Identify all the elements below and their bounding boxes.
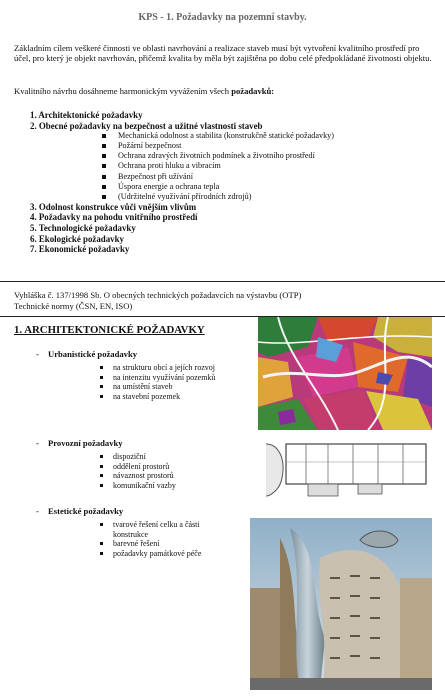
- list-item: na stavební pozemek: [100, 392, 246, 402]
- bullet-icon: [100, 523, 103, 526]
- bullet-icon: [102, 195, 106, 199]
- bullet-icon: [100, 474, 103, 477]
- list-item: na strukturu obcí a jejích rozvoj: [100, 363, 246, 373]
- bullet-icon: [100, 465, 103, 468]
- requirement-item: 6. Ekologické požadavky: [30, 233, 124, 244]
- bullet-icon: [102, 144, 106, 148]
- dash-marker: -: [36, 506, 39, 516]
- sub-item: Bezpečnost při užívání: [102, 172, 430, 182]
- urban-group: [36, 349, 246, 401]
- intro-paragraph: Základním cílem veškeré činnosti ve oblasti navrhování a realizace staveb musí být vytvoření kvalitního prostředí pro účel, pro který je objekt navrhován, přičemž kvalita by měla být zajištěna po dobu celé předpokládané životnosti objektu.: [14, 43, 432, 64]
- bullet-icon: [100, 542, 103, 545]
- group-title: - Estetické požadavky: [36, 506, 124, 516]
- list-item: na umístění staveb: [100, 382, 246, 392]
- requirement-item: 1. Architektonické požadavky: [30, 110, 143, 120]
- page-header: KPS - 1. Požadavky na pozemní stavby.: [138, 12, 307, 23]
- list-item: na intenzitu využívání pozemků: [100, 373, 246, 383]
- bullet-icon: [100, 376, 103, 379]
- operational-items: [36, 452, 246, 490]
- intro2-text: Kvalitního návrhu dosáhneme harmonickým vyvážením všech: [14, 86, 232, 96]
- section-title: 1. ARCHITEKTONICKÉ POŽADAVKY: [14, 324, 205, 336]
- requirement-item: 5. Technologické požadavky: [30, 223, 136, 234]
- requirement-item: 4. Požadavky na pohodu vnitřního prostředí: [30, 212, 198, 223]
- list-item: tvarové řešení celku a části konstrukce: [100, 520, 210, 539]
- bullet-icon: [100, 395, 103, 398]
- bullet-icon: [102, 154, 106, 158]
- sub-item: (Udržitelné využívání přírodních zdrojů): [102, 192, 430, 202]
- dash-marker: -: [36, 349, 39, 359]
- sub-item: Úspora energie a ochrana tepla: [102, 182, 430, 192]
- intro2-bold: požadavků:: [231, 86, 275, 96]
- list-item: návaznost prostorů: [100, 471, 246, 481]
- group-title: - Urbanistické požadavky: [36, 349, 138, 359]
- requirement-item: 2. Obecné požadavky na bezpečnost a užitné vlastnosti staveb Mechanická odolnost a stabilita (konstrukčně statické požadavky) Požární bezpečnost Ochrana zdravých životních podmínek a životního prostředí Ochrana proti hluku a vibracím Bezpečnost při užívání Úspora energie a ochrana tepla (Udržitelné využívání přírodních zdrojů): [30, 121, 430, 202]
- sub-item: Ochrana zdravých životních podmínek a životního prostředí: [102, 151, 430, 161]
- floor-plan-image: [258, 438, 432, 500]
- aesthetic-items: [36, 520, 210, 558]
- norms-block: [14, 290, 434, 311]
- operational-group: [36, 438, 246, 490]
- bullet-icon: [102, 134, 106, 138]
- list-item: dispoziční: [100, 452, 246, 462]
- dancing-house-image: [250, 518, 432, 690]
- safety-sublist: [30, 131, 430, 202]
- bullet-icon: [100, 366, 103, 369]
- bullet-icon: [100, 552, 103, 555]
- bullet-icon: [102, 164, 106, 168]
- urban-plan-map-image: [258, 317, 432, 430]
- bullet-icon: [100, 385, 103, 388]
- bullet-icon: [102, 175, 106, 179]
- list-item: barevné řešení: [100, 539, 210, 549]
- intro-paragraph-2: [14, 86, 434, 96]
- list-item: oddělení prostorů: [100, 462, 246, 472]
- bullet-icon: [102, 185, 106, 189]
- divider: [0, 281, 445, 282]
- urban-items: [36, 363, 246, 401]
- sub-item: Požární bezpečnost: [102, 141, 430, 151]
- dash-marker: -: [36, 438, 39, 448]
- list-item: požadavky památkové péče: [100, 549, 210, 559]
- requirement-item: 7. Ekonomické požadavky: [30, 244, 130, 255]
- norms-line: Vyhláška č. 137/1998 Sb. O obecných technických požadavcích na výstavbu (OTP): [14, 290, 302, 300]
- aesthetic-group: [36, 506, 246, 558]
- sub-item: Ochrana proti hluku a vibracím: [102, 161, 430, 171]
- requirements-list: [30, 110, 430, 255]
- bullet-icon: [100, 484, 103, 487]
- group-title: - Provozní požadavky: [36, 438, 123, 448]
- bullet-icon: [100, 455, 103, 458]
- requirement-item: 3. Odolnost konstrukce vůči vnějším vlivům: [30, 201, 197, 212]
- list-item: komunikační vazby: [100, 481, 246, 491]
- norms-line: Technické normy (ČSN, EN, ISO): [14, 300, 133, 311]
- sub-item: Mechanická odolnost a stabilita (konstrukčně statické požadavky): [102, 131, 430, 141]
